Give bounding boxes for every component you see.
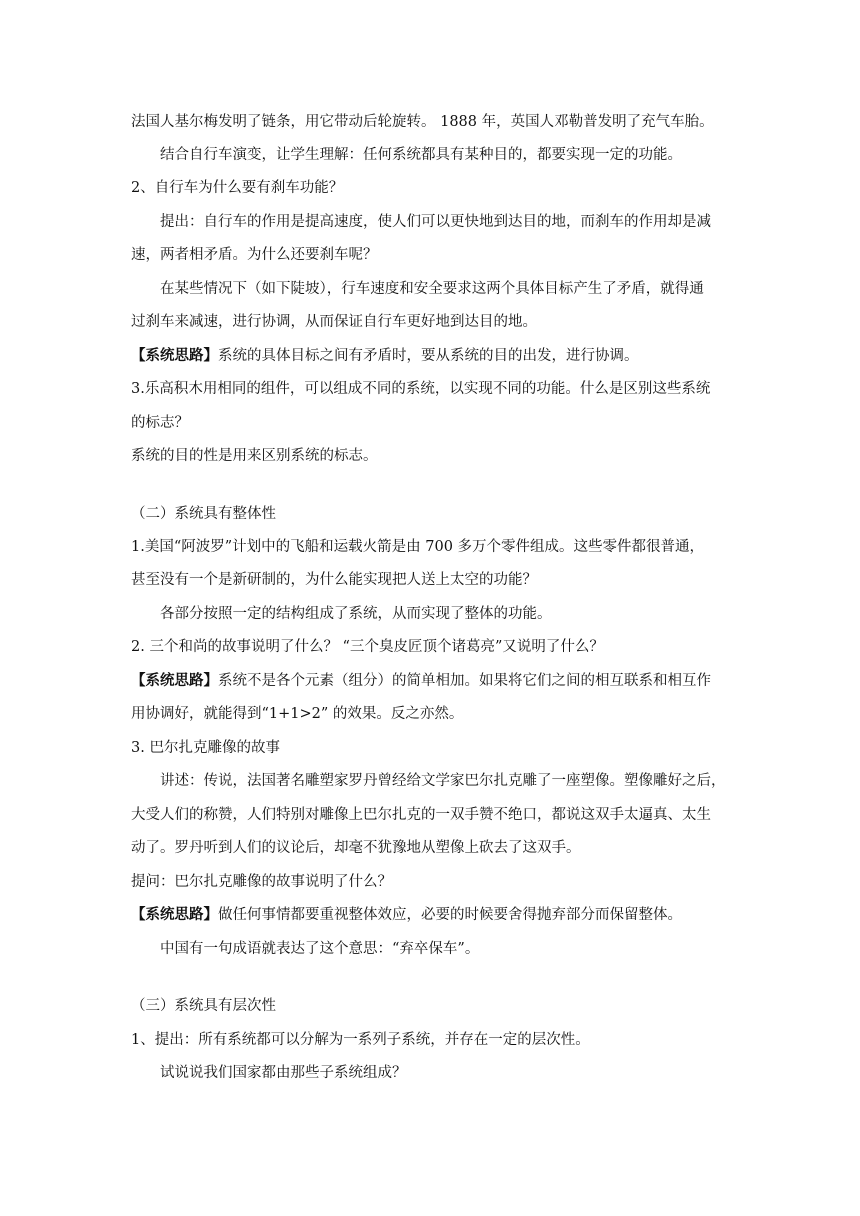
system-thinking-note	[131, 346, 736, 366]
system-thinking-tag: 【系统思路】	[131, 906, 218, 923]
section-heading: （三）系统具有层次性	[131, 998, 276, 1014]
paragraph-line: 试说说我们国家都由那些子系统组成？	[160, 1065, 407, 1081]
paragraph-line: 提问：巴尔扎克雕像的故事说明了什么？	[131, 874, 392, 890]
paragraph-line: 系统的目的性是用来区别系统的标志。	[131, 448, 378, 464]
paragraph-line: 用协调好，就能得到“1+1>2” 的效果。反之亦然。	[131, 706, 464, 722]
paragraph-line: 结合自行车演变，让学生理解：任何系统都具有某种目的，都要实现一定的功能。	[160, 147, 682, 163]
system-thinking-text: 做任何事情都要重视整体效应，必要的时候要舍得抛弃部分而保留整体。	[218, 907, 682, 923]
system-thinking-tag: 【系统思路】	[131, 672, 218, 689]
paragraph-line: 中国有一句成语就表达了这个意思：“弃卒保车”。	[160, 941, 480, 957]
system-thinking-note	[131, 905, 736, 925]
question-heading: 2、自行车为什么要有刹车功能？	[131, 180, 344, 196]
paragraph-line: 过刹车来减速，进行协调，从而保证自行车更好地到达目的地。	[131, 314, 537, 330]
paragraph-line: 各部分按照一定的结构组成了系统，从而实现了整体的功能。	[160, 606, 552, 622]
paragraph-line: 的标志？	[131, 415, 189, 431]
paragraph-line: 讲述：传说，法国著名雕塑家罗丹曾经给文学家巴尔扎克雕了一座塑像。塑像雕好之后，	[160, 773, 726, 789]
question-heading: 3. 巴尔扎克雕像的故事	[131, 740, 280, 756]
question-heading: 2. 三个和尚的故事说明了什么？ “三个臭皮匠顶个诸葛亮”又说明了什么？	[131, 639, 604, 655]
paragraph-line: 法国人基尔梅发明了链条，用它带动后轮旋转。 1888 年，英国人邓勒普发明了充气车胎。	[131, 114, 714, 130]
system-thinking-note	[131, 671, 736, 691]
paragraph-line: 提出：自行车的作用是提高速度，使人们可以更快地到达目的地，而刹车的作用却是减	[160, 214, 711, 230]
paragraph-line: 大受人们的称赞，人们特别对雕像上巴尔扎克的一双手赞不绝口，都说这双手太逼真、太生	[131, 807, 711, 823]
system-thinking-tag: 【系统思路】	[131, 347, 218, 364]
system-thinking-text: 系统不是各个元素（组分）的简单相加。如果将它们之间的相互联系和相互作	[218, 673, 711, 689]
question-heading: 3.乐高积木用相同的组件，可以组成不同的系统，以实现不同的功能。什么是区别这些系统	[131, 381, 711, 397]
paragraph-line: 在某些情况下（如下陡坡），行车速度和安全要求这两个具体目标产生了矛盾，就得通	[160, 281, 704, 297]
paragraph-line: 动了。罗丹听到人们的议论后，却毫不犹豫地从塑像上砍去了这双手。	[131, 840, 581, 856]
system-thinking-text: 系统的具体目标之间有矛盾时，要从系统的目的出发，进行协调。	[218, 348, 639, 364]
question-heading: 1、提出：所有系统都可以分解为一系列子系统，并存在一定的层次性。	[131, 1032, 590, 1048]
paragraph-line: 甚至没有一个是新研制的，为什么能实现把人送上太空的功能？	[131, 572, 537, 588]
paragraph-line: 速，两者相矛盾。为什么还要刹车呢？	[131, 247, 378, 263]
question-heading: 1.美国“阿波罗”计划中的飞船和运载火箭是由 700 多万个零件组成。这些零件都很普通，	[131, 539, 705, 555]
section-heading: （二）系统具有整体性	[131, 506, 276, 522]
